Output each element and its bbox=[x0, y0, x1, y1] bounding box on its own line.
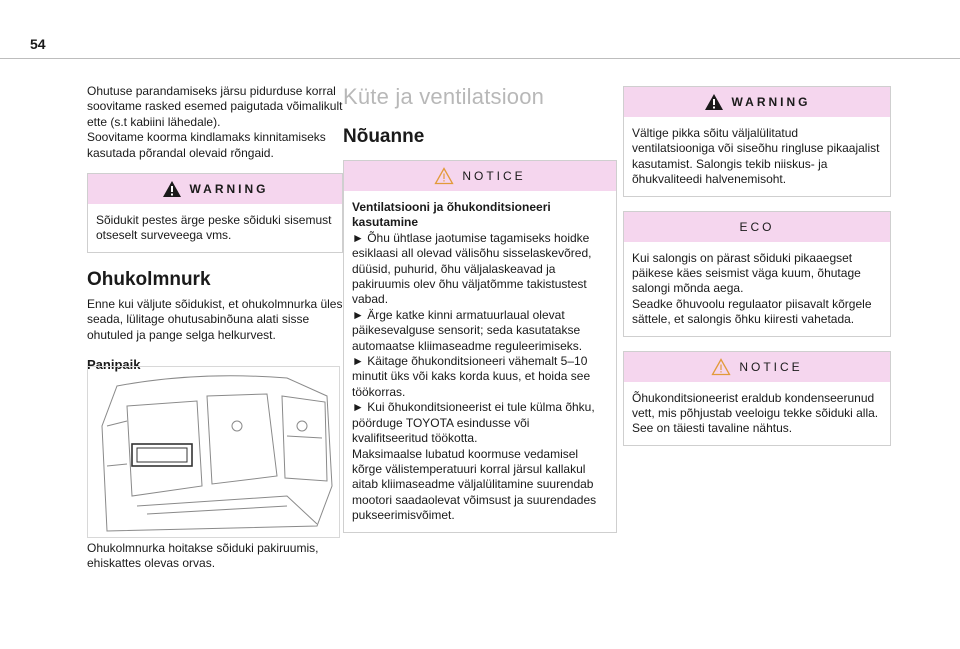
warning-triangle-icon bbox=[162, 180, 182, 198]
eco-header bbox=[624, 212, 890, 242]
warning-header-right bbox=[624, 87, 890, 117]
intro-text: Ohutuse parandamiseks järsu pidurduse korral soovitame rasked esemed paigutada võimalikult ette (s.t kabiini lähedale). Soovitame koorma kindlamaks kinnitamiseks kasutada põrandal olevaid rõngaid. bbox=[87, 84, 343, 160]
notice-text: ► Õhu ühtlase jaotumise tagamiseks hoidke esiklaasi all olevad välisõhu sisselaskevõred, düüsid, puhurid, õhu väljalaskeavad ja pakiruumis olev õhu väljatõmme takistustest vabad. ► Ärge katke kinni armatuurlaual olevat päikesevalguse sensorit; seda kasutatakse automaatse kliimaseadme reguleerimiseks. ► Käitage õhukonditsioneeri vähemalt 5–10 minutit üks või kaks korda kuus, et hoida see töökorras. ► Kui õhukonditsioneerist ei tule külma õhku, pöörduge TOYOTA esindusse või kvalifitseeritud töökotta. Maksimaalse lubatud koormuse vedamisel kõrge välistemperatuuri korral järsul kallakul aitab kliimaseadme väljalülitamine suurendab mootori saadaolevat võimsust ja suurendades pukseerimisvõimet. bbox=[352, 230, 597, 523]
section-text: Enne kui väljute sõidukist, et ohukolmnurka üles seada, lülitage ohutusabinõuna alati sisse ohutuled ja pange selga helkurvest. bbox=[87, 296, 343, 342]
trunk-illustration bbox=[87, 366, 340, 538]
notice-title-right: NOTICE bbox=[739, 359, 803, 374]
notice-header-right bbox=[624, 352, 890, 382]
eco-title: ECO bbox=[739, 219, 775, 234]
warning-text-right: Vältige pikka sõitu väljalülitatud ventilatsiooniga või siseõhu ringluse pikaajalist kasutamist. Salongis tekib niiskus- ja õhukvaliteedi halvenemisoht. bbox=[632, 126, 880, 187]
notice-triangle-icon bbox=[711, 358, 731, 376]
left-column bbox=[87, 76, 343, 372]
top-rule bbox=[0, 58, 960, 59]
notice-box-right bbox=[623, 351, 891, 446]
warning-title: WARNING bbox=[189, 182, 269, 197]
section-title-nouanne: Nõuanne bbox=[343, 126, 425, 147]
eco-text: Kui salongis on pärast sõiduki pikaaegset päikese käes seismist väga kuum, õhutage salongi mõnda aega. Seadke õhuvoolu regulaator piisavalt kõrgele sättele, et salongis õhku kiiresti vahetada. bbox=[632, 250, 872, 327]
warning-box-right bbox=[623, 86, 891, 197]
subsection-title-panipaik: Panipaik bbox=[87, 357, 141, 373]
notice-box-middle bbox=[343, 160, 617, 533]
middle-column bbox=[343, 76, 617, 533]
notice-header bbox=[344, 161, 616, 191]
warning-title-right: WARNING bbox=[731, 95, 811, 109]
chapter-title: Küte ja ventilatsioon bbox=[343, 84, 545, 109]
illustration-caption: Ohukolmnurka hoitakse sõiduki pakiruumis, ehiskattes olevas orvas. bbox=[87, 541, 319, 571]
notice-text-right: Õhukonditsioneerist eraldub kondenseerunud vett, mis põhjustab veeloigu tekke sõiduki alla. See on täiesti tavaline nähtus. bbox=[632, 390, 879, 436]
warning-text: Sõidukit pestes ärge peske sõiduki sisemust otseselt surveveega vms. bbox=[96, 213, 332, 243]
warning-box-left bbox=[87, 173, 343, 253]
page-number: 54 bbox=[30, 36, 46, 52]
notice-heading: Ventilatsiooni ja õhukonditsioneeri kasutamine bbox=[352, 200, 551, 230]
notice-title: NOTICE bbox=[462, 169, 526, 183]
warning-triangle-icon bbox=[704, 93, 724, 111]
right-column bbox=[623, 86, 891, 446]
section-title-ohukolmnurk: Ohukolmnurk bbox=[87, 268, 211, 290]
warning-header bbox=[88, 174, 342, 204]
notice-triangle-icon bbox=[434, 167, 454, 185]
eco-box bbox=[623, 211, 891, 337]
